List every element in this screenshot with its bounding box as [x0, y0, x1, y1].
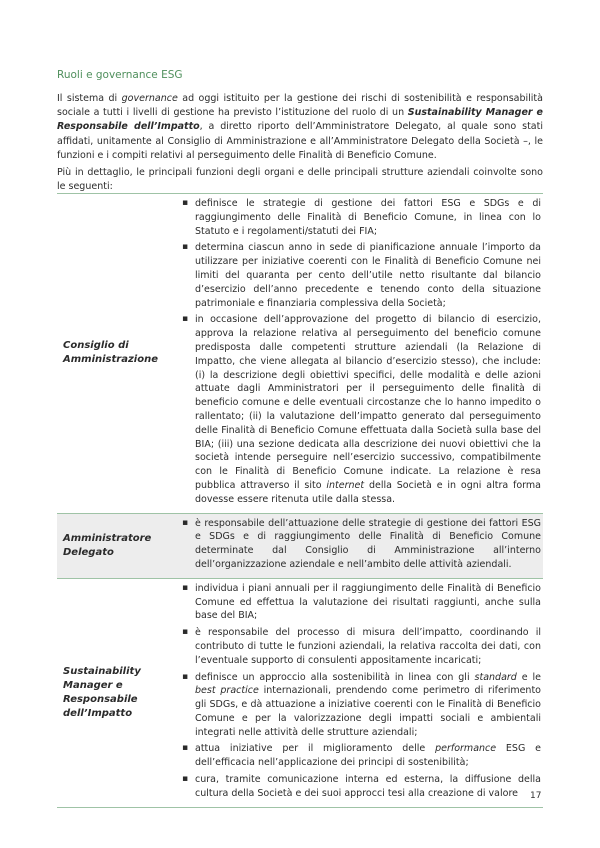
- intro-role-name: Sustainability Manager e Responsabile dell’Impatto: [57, 107, 543, 133]
- table-row: [57, 578, 543, 807]
- item-text: internazionali, prendendo come perimetro di riferimento gli SDGs, e dà attuazione a iniziative coerenti con le Finalità di Beneficio Comune e per la valorizzazione degli impatti sociali e ambientali integrati nelle attività delle strutture aziendali;: [195, 685, 541, 738]
- item-text: definisce un approccio alla sostenibilità in linea con gli: [195, 671, 475, 683]
- item-emphasis: performance: [435, 743, 497, 755]
- list-item: [180, 742, 541, 770]
- list-item: ▪ determina ciascun anno in sede di pianificazione annuale l’importo da utilizzare per iniziative coerenti con le Finalità di Beneficio Comune nei limiti del quaranta per cento dell’utile netto risultante dal bilancio d’esercizio dell’anno precedente e tenendo conto della situazione patrimoniale e finanziaria complessiva della Società;: [180, 241, 541, 310]
- duties-list: [180, 514, 541, 578]
- intro-text: Il sistema di: [57, 93, 122, 104]
- intro-emphasis: governance: [121, 93, 178, 104]
- item-text: ESG e dell’efficacia nell’applicazione dei principi di sostenibilità;: [195, 743, 541, 769]
- item-emphasis: best practice: [195, 685, 259, 697]
- duties-cell: [180, 578, 543, 807]
- list-item: [180, 313, 541, 506]
- list-item: ▪ cura, tramite comunicazione interna ed esterna, la diffusione della cultura della Società e dei suoi approcci tesi alla creazione di valore: [180, 773, 541, 801]
- intro-text: , a diretto riporto dell’Amministratore Delegato, al quale sono stati affidati, unitamente al Consiglio di Amministrazione e all’Amministratore Delegato della Società –, le funzioni e i compiti relativi al perseguimento delle Finalità di Beneficio Comune.: [57, 121, 543, 161]
- item-text: in occasione dell’approvazione del progetto di bilancio di esercizio, approva la relazione relativa al perseguimento del beneficio comune predisposta dalle competenti strutture aziendali (la Relazione di Impatto, che viene allegata al bilancio d’esercizio stesso), che include: (i) la descrizione degli obiettivi specifici, delle modalità e delle azioni attuate dagli Amministratori per il perseguimento delle finalità di beneficio comune e delle eventuali circostanze che lo hanno impedito o rallentato; (ii) la valutazione dell’impatto generato dal perseguimento delle Finalità di Beneficio Comune effettuata dalla Società sulla base del BIA; (iii) una sezione dedicata alla descrizione dei nuovi obiettivi che la società intende perseguire nell’esercizio successivo, compatibilmente con le Finalità di Beneficio Comune indicate. La relazione è resa pubblica attraverso il sito: [195, 314, 541, 491]
- item-emphasis: standard: [474, 671, 517, 683]
- intro-paragraph: [57, 92, 543, 163]
- intro-text: ad oggi istituito per la gestione dei rischi di sostenibilità e responsabilità sociale a tutti i livelli di gestione ha previsto l’istituzione del ruolo di un: [57, 93, 543, 119]
- list-item: ▪ è responsabile dell’attuazione delle strategie di gestione dei fattori ESG e SDGs e di raggiungimento delle Finalità di Beneficio Comune determinate dal Consiglio di Amministrazione all’interno dell’organizzazione aziendale e nell’ambito delle attività aziendali.: [180, 517, 541, 572]
- list-item: ▪ definisce le strategie di gestione dei fattori ESG e SDGs e di raggiungimento delle Finalità di Beneficio Comune, in linea con lo Statuto e i regolamenti/statuti dei FIA;: [180, 197, 541, 238]
- roles-table: [57, 193, 543, 808]
- duties-cell: [180, 513, 543, 578]
- table-row: [57, 194, 543, 514]
- role-cell: Consiglio di Amministrazione: [63, 340, 158, 366]
- list-item: [180, 671, 541, 740]
- item-emphasis: internet: [326, 479, 365, 491]
- duties-cell: [180, 194, 543, 514]
- list-item: ▪ è responsabile del processo di misura dell’impatto, coordinando il contributo di tutte le funzioni aziendali, la relativa raccolta dei dati, con l’eventuale supporto di consulenti appositamente incaricati;: [180, 626, 541, 667]
- table-row: [57, 513, 543, 578]
- role-cell: Sustainability Manager e Responsabile dell’Impatto: [63, 665, 141, 719]
- role-cell: Amministratore Delegato: [57, 513, 180, 578]
- item-text: attua iniziative per il miglioramento delle: [195, 743, 436, 755]
- item-text: e le: [516, 671, 541, 683]
- page-number: 17: [530, 791, 542, 801]
- item-text: della Società e in ogni altra forma dovesse essere ritenuta utile dalla stessa.: [195, 479, 541, 505]
- duties-list: [180, 579, 541, 807]
- list-item: ▪ individua i piani annuali per il raggiungimento delle Finalità di Beneficio Comune ed effettua la valutazione dei risultati raggiunti, anche sulla base del BIA;: [180, 582, 541, 623]
- section-heading: Ruoli e governance ESG: [57, 69, 183, 81]
- detail-paragraph: Più in dettaglio, le principali funzioni degli organi e delle principali strutture aziendali coinvolte sono le seguenti:: [57, 167, 543, 193]
- duties-list: [180, 194, 541, 513]
